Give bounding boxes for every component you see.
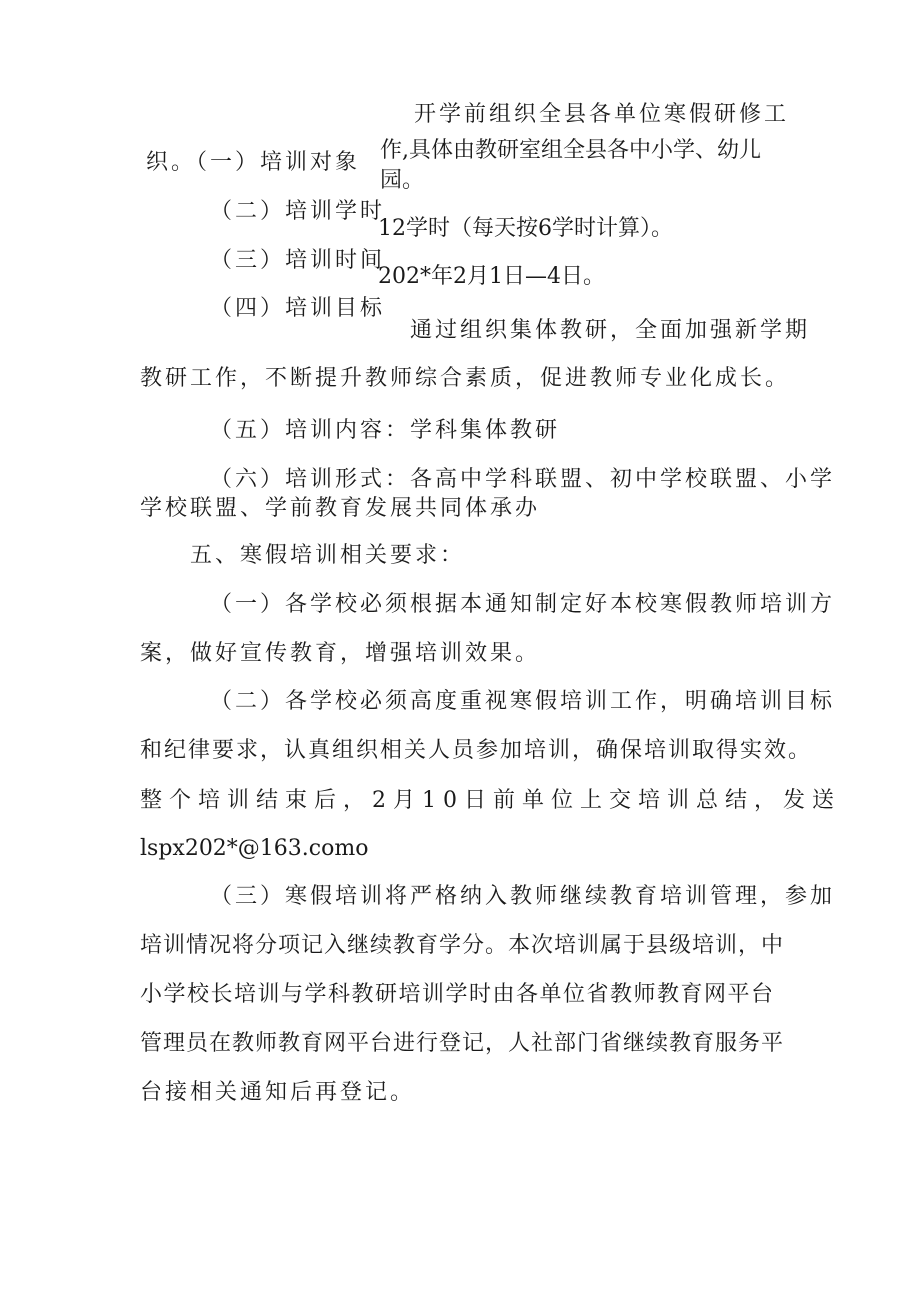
paragraph-line: 作,具体由教研室组全县各中小学、幼儿: [380, 138, 761, 163]
paragraph-line: 学校联盟、学前教育发展共同体承办: [140, 496, 541, 521]
paragraph-line: （二）各学校必须高度重视寒假培训工作，明确培训目标: [210, 689, 836, 714]
section-label-content: （五）培训内容：学科集体教研: [210, 418, 561, 443]
paragraph-line: 园。: [380, 168, 425, 193]
paragraph-line: 案，做好宣传教育，增强培训效果。: [140, 641, 541, 666]
email-address: lspx202*@163.como: [140, 836, 369, 861]
paragraph-line: （一）各学校必须根据本通知制定好本校寒假教师培训方: [210, 592, 836, 617]
section-label-target: 织。（一）培训对象: [146, 150, 361, 175]
paragraph-line: 小学校长培训与学科教研培训学时由各单位省教师教育网平台: [140, 982, 775, 1007]
section-label-hours: （二）培训学时: [210, 199, 386, 224]
paragraph-line: 通过组织集体教研，全面加强新学期: [410, 318, 811, 343]
section-label-goal: （四）培训目标: [210, 296, 386, 321]
paragraph-line: （三）寒假培训将严格纳入教师继续教育培训管理，参加: [210, 884, 836, 909]
paragraph-line: （六）培训形式：各高中学科联盟、初中学校联盟、小学: [210, 467, 836, 492]
paragraph-line: 教研工作，不断提升教师综合素质，促进教师专业化成长。: [140, 366, 791, 391]
hours-value: 12学时（每天按6学时计算）。: [378, 216, 673, 241]
paragraph-line: 培训情况将分项记入继续教育学分。本次培训属于县级培训，中: [140, 933, 785, 958]
time-value: 202*年2月1日—4日。: [378, 264, 605, 289]
paragraph-line: 开学前组织全县各单位寒假研修工: [414, 102, 790, 127]
section-heading: 五、寒假培训相关要求：: [190, 543, 466, 568]
section-label-time: （三）培训时间: [210, 248, 386, 273]
paragraph-line: 和纪律要求，认真组织相关人员参加培训，确保培训取得实效。: [140, 738, 813, 763]
paragraph-line: 台接相关通知后再登记。: [140, 1080, 416, 1105]
paragraph-line: 管理员在教师教育网平台进行登记，人社部门省继续教育服务平: [140, 1031, 785, 1056]
paragraph-line: 整个培训结束后，2月10日前单位上交培训总结，发送: [140, 788, 841, 813]
